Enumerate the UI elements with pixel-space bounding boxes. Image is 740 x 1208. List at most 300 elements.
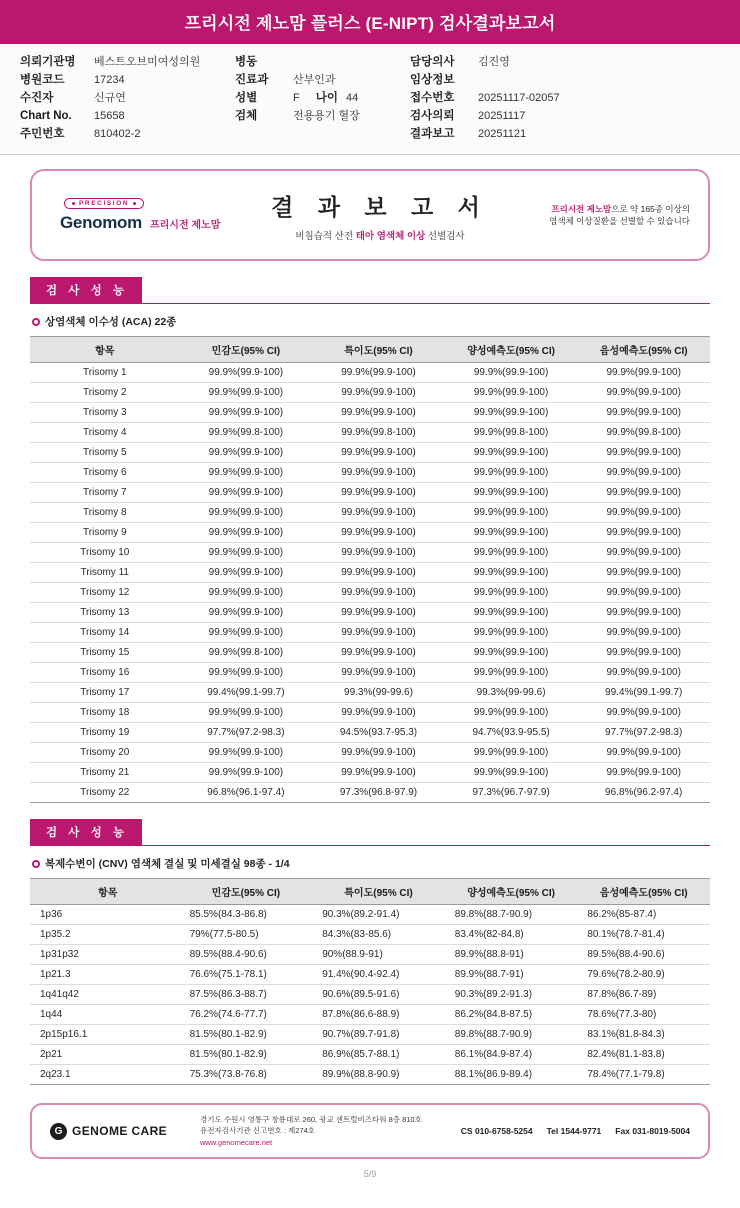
table-row (30, 423, 710, 443)
cell-sensitivity: 99.9%(99.8-100) (180, 643, 313, 663)
cell-sensitivity: 97.7%(97.2-98.3) (180, 723, 313, 743)
cell-specificity: 99.9%(99.9-100) (312, 503, 445, 523)
cell-item: 1p31p32 (30, 945, 180, 965)
info-value-age: 44 (345, 92, 359, 104)
genome-care-name: GENOME CARE (72, 1124, 168, 1138)
table-row (30, 363, 710, 383)
info-label: 의뢰기관명 (20, 56, 76, 68)
table-row (30, 945, 710, 965)
cell-sensitivity: 99.9%(99.9-100) (180, 663, 313, 683)
patient-info-column-2 (235, 53, 410, 143)
table-row (30, 783, 710, 803)
report-subtitle (260, 228, 500, 242)
cell-npv: 99.9%(99.9-100) (577, 643, 710, 663)
cell-ppv: 97.3%(96.7-97.9) (445, 783, 578, 803)
cell-ppv: 99.9%(99.9-100) (445, 543, 578, 563)
table-row (30, 503, 710, 523)
column-header: 특이도(95% CI) (312, 337, 445, 363)
info-label: 접수번호 (410, 92, 455, 104)
cell-specificity: 99.9%(99.9-100) (312, 543, 445, 563)
table-row (30, 985, 710, 1005)
report-note (500, 203, 690, 228)
table-row (30, 1045, 710, 1065)
precision-badge-label: PRECISION (79, 199, 130, 207)
cell-specificity: 99.9%(99.9-100) (312, 603, 445, 623)
cell-sensitivity: 75.3%(73.8-76.8) (180, 1065, 313, 1085)
cell-sensitivity: 79%(77.5-80.5) (180, 925, 313, 945)
info-value: 신규연 (94, 92, 126, 104)
section-header (30, 819, 710, 846)
table-header-row (30, 337, 710, 363)
section-subtitle-text: 상염색체 이수성 (ACA) 22종 (45, 316, 177, 328)
cell-specificity: 99.9%(99.9-100) (312, 523, 445, 543)
cell-item: Trisomy 7 (30, 483, 180, 503)
cell-ppv: 89.8%(88.7-90.9) (445, 1025, 578, 1045)
table-row (30, 1065, 710, 1085)
section-tag: 검 사 성 능 (30, 819, 142, 845)
cell-item: Trisomy 2 (30, 383, 180, 403)
address-line-1: 경기도 수원시 영통구 창룡대로 260, 광교 센트럴비즈타워 8층 810호 (200, 1115, 422, 1125)
cell-npv: 99.9%(99.9-100) (577, 583, 710, 603)
info-label: 결과보고 (410, 128, 455, 140)
cell-npv: 83.1%(81.8-84.3) (577, 1025, 710, 1045)
cnv-performance-table (30, 878, 710, 1085)
cell-sensitivity: 99.9%(99.9-100) (180, 483, 313, 503)
cell-npv: 79.6%(78.2-80.9) (577, 965, 710, 985)
cell-ppv: 99.9%(99.9-100) (445, 563, 578, 583)
info-value: F (293, 92, 300, 104)
cell-item: Trisomy 3 (30, 403, 180, 423)
info-value: 산부인과 (293, 74, 336, 86)
cell-npv: 99.9%(99.9-100) (577, 543, 710, 563)
info-row (20, 53, 235, 71)
cell-sensitivity: 99.9%(99.9-100) (180, 583, 313, 603)
cell-sensitivity: 99.9%(99.9-100) (180, 503, 313, 523)
cell-sensitivity: 99.9%(99.9-100) (180, 463, 313, 483)
cell-ppv: 99.9%(99.9-100) (445, 503, 578, 523)
info-label: 진료과 (235, 74, 269, 86)
cell-specificity: 89.9%(88.8-90.9) (312, 1065, 445, 1085)
cell-ppv: 99.9%(99.9-100) (445, 603, 578, 623)
cell-item: Trisomy 22 (30, 783, 180, 803)
cell-npv: 99.9%(99.9-100) (577, 523, 710, 543)
cell-npv: 97.7%(97.2-98.3) (577, 723, 710, 743)
cell-item: 2q23.1 (30, 1065, 180, 1085)
info-row (410, 53, 710, 71)
cell-item: 2p15p16.1 (30, 1025, 180, 1045)
address-line-2: 유전자검사기관 신고번호 : 제274호 (200, 1126, 316, 1136)
info-label: 병동 (235, 56, 258, 68)
table-row (30, 383, 710, 403)
cell-specificity: 90.7%(89.7-91.8) (312, 1025, 445, 1045)
cell-specificity: 99.9%(99.9-100) (312, 383, 445, 403)
cell-specificity: 99.9%(99.9-100) (312, 743, 445, 763)
cell-specificity: 99.3%(99-99.6) (312, 683, 445, 703)
info-label: 검체 (235, 110, 258, 122)
cell-specificity: 90.3%(89.2-91.4) (312, 905, 445, 925)
cell-item: Trisomy 16 (30, 663, 180, 683)
cell-item: Trisomy 12 (30, 583, 180, 603)
cell-npv: 87.8%(86.7-89) (577, 985, 710, 1005)
table-row (30, 663, 710, 683)
cell-npv: 99.4%(99.1-99.7) (577, 683, 710, 703)
cell-item: Trisomy 18 (30, 703, 180, 723)
info-row (20, 71, 235, 89)
footer-contacts (461, 1126, 690, 1136)
table-row (30, 563, 710, 583)
cell-ppv: 99.9%(99.9-100) (445, 403, 578, 423)
cell-specificity: 94.5%(93.7-95.3) (312, 723, 445, 743)
cell-sensitivity: 99.9%(99.9-100) (180, 703, 313, 723)
cell-ppv: 99.9%(99.9-100) (445, 643, 578, 663)
cell-specificity: 97.3%(96.8-97.9) (312, 783, 445, 803)
page-title: 프리시전 제노맘 플러스 (E-NIPT) 검사결과보고서 (0, 0, 740, 44)
info-label: Chart No. (20, 110, 72, 122)
genome-care-logo (50, 1123, 200, 1140)
cell-sensitivity: 76.6%(75.1-78.1) (180, 965, 313, 985)
info-value: 810402-2 (94, 128, 141, 140)
cell-npv: 99.9%(99.9-100) (577, 603, 710, 623)
cell-sensitivity: 99.9%(99.9-100) (180, 743, 313, 763)
cell-item: Trisomy 17 (30, 683, 180, 703)
table-row (30, 723, 710, 743)
website-link[interactable]: www.genomecare.net (200, 1137, 273, 1147)
cell-item: 1p36 (30, 905, 180, 925)
column-header: 항목 (30, 879, 180, 905)
cell-item: Trisomy 10 (30, 543, 180, 563)
cell-npv: 99.9%(99.9-100) (577, 503, 710, 523)
section-subtitle (32, 314, 710, 329)
info-value: 베스트오브미여성의원 (94, 56, 201, 68)
contact-value: 1544-9771 (560, 1126, 602, 1136)
info-row (20, 107, 235, 125)
cell-sensitivity: 99.9%(99.9-100) (180, 543, 313, 563)
info-label: 성별 (235, 92, 258, 104)
cell-sensitivity: 99.9%(99.9-100) (180, 363, 313, 383)
cell-ppv: 89.9%(88.8-91) (445, 945, 578, 965)
cell-sensitivity: 99.9%(99.9-100) (180, 383, 313, 403)
cell-sensitivity: 81.5%(80.1-82.9) (180, 1045, 313, 1065)
cell-item: Trisomy 21 (30, 763, 180, 783)
table-row (30, 543, 710, 563)
cell-npv: 99.9%(99.9-100) (577, 483, 710, 503)
cell-ppv: 88.1%(86.9-89.4) (445, 1065, 578, 1085)
info-row (410, 71, 710, 89)
cell-sensitivity: 87.5%(86.3-88.7) (180, 985, 313, 1005)
report-note-line1-text: 으로 약 165종 이상의 (611, 203, 690, 214)
info-value: 20251117-02057 (478, 92, 560, 104)
cell-sensitivity: 99.9%(99.9-100) (180, 603, 313, 623)
cell-npv: 86.2%(85-87.4) (577, 905, 710, 925)
cell-specificity: 99.9%(99.9-100) (312, 583, 445, 603)
section-aca (30, 277, 710, 803)
cell-item: 1q44 (30, 1005, 180, 1025)
cell-npv: 99.9%(99.9-100) (577, 623, 710, 643)
cell-npv: 80.1%(78.7-81.4) (577, 925, 710, 945)
info-label: 수진자 (20, 92, 54, 104)
cell-ppv: 99.9%(99.8-100) (445, 423, 578, 443)
contact-value: 031-8019-5004 (632, 1126, 690, 1136)
column-header: 특이도(95% CI) (312, 879, 445, 905)
table-row (30, 703, 710, 723)
column-header: 양성예측도(95% CI) (445, 337, 578, 363)
brand-name: Genomom (60, 212, 142, 232)
cell-npv: 99.9%(99.9-100) (577, 703, 710, 723)
brand-name-row (60, 213, 260, 233)
cell-npv: 99.9%(99.9-100) (577, 463, 710, 483)
cell-npv: 89.5%(88.4-90.6) (577, 945, 710, 965)
cell-ppv: 90.3%(89.2-91.3) (445, 985, 578, 1005)
cell-ppv: 99.9%(99.9-100) (445, 663, 578, 683)
cell-specificity: 99.9%(99.9-100) (312, 623, 445, 643)
cell-specificity: 99.9%(99.9-100) (312, 443, 445, 463)
cell-npv: 99.9%(99.9-100) (577, 443, 710, 463)
section-subtitle (32, 856, 710, 871)
cell-ppv: 99.9%(99.9-100) (445, 623, 578, 643)
contact-label: Fax (615, 1126, 630, 1136)
table-row (30, 683, 710, 703)
cell-ppv: 89.8%(88.7-90.9) (445, 905, 578, 925)
table-row (30, 483, 710, 503)
table-row (30, 643, 710, 663)
report-note-brand: 프리시전 제노맘 (551, 203, 612, 214)
column-header: 음성예측도(95% CI) (577, 879, 710, 905)
dot-icon (133, 202, 136, 205)
section-rule (142, 819, 710, 845)
cell-npv: 99.9%(99.8-100) (577, 423, 710, 443)
table-row (30, 1005, 710, 1025)
report-title-block (260, 189, 500, 242)
cell-item: Trisomy 8 (30, 503, 180, 523)
cell-item: Trisomy 11 (30, 563, 180, 583)
contact-value: 010-6758-5254 (474, 1126, 533, 1136)
cell-ppv: 99.9%(99.9-100) (445, 443, 578, 463)
cell-sensitivity: 81.5%(80.1-82.9) (180, 1025, 313, 1045)
cell-item: Trisomy 5 (30, 443, 180, 463)
section-tag: 검 사 성 능 (30, 277, 142, 303)
table-row (30, 583, 710, 603)
contact-tel (547, 1126, 602, 1136)
cell-item: Trisomy 4 (30, 423, 180, 443)
report-subtitle-post: 선별검사 (425, 230, 465, 242)
info-row (410, 125, 710, 143)
cell-ppv: 99.9%(99.9-100) (445, 483, 578, 503)
cell-npv: 99.9%(99.9-100) (577, 383, 710, 403)
cell-item: 1p35.2 (30, 925, 180, 945)
cell-ppv: 99.9%(99.9-100) (445, 583, 578, 603)
cell-npv: 78.4%(77.1-79.8) (577, 1065, 710, 1085)
cell-npv: 99.9%(99.9-100) (577, 403, 710, 423)
contact-label: CS (460, 1126, 473, 1136)
cell-item: 2p21 (30, 1045, 180, 1065)
section-subtitle-text: 복제수변이 (CNV) 염색체 결실 및 미세결실 98종 - 1/4 (45, 858, 290, 870)
table-row (30, 905, 710, 925)
bullet-icon (32, 318, 40, 326)
cell-sensitivity: 99.9%(99.9-100) (180, 443, 313, 463)
cell-npv: 78.6%(77.3-80) (577, 1005, 710, 1025)
cell-npv: 82.4%(81.1-83.8) (577, 1045, 710, 1065)
page-number: 5/9 (363, 1169, 377, 1179)
cell-npv: 99.9%(99.9-100) (577, 363, 710, 383)
cell-specificity: 99.9%(99.9-100) (312, 483, 445, 503)
column-header: 양성예측도(95% CI) (445, 879, 578, 905)
cell-ppv: 86.2%(84.8-87.5) (445, 1005, 578, 1025)
info-row (20, 89, 235, 107)
contact-cs (461, 1126, 533, 1136)
column-header: 민감도(95% CI) (180, 337, 313, 363)
cell-item: Trisomy 15 (30, 643, 180, 663)
cell-sensitivity: 85.5%(84.3-86.8) (180, 905, 313, 925)
cell-ppv: 99.9%(99.9-100) (445, 383, 578, 403)
cell-ppv: 94.7%(93.9-95.5) (445, 723, 578, 743)
cell-specificity: 86.9%(85.7-88.1) (312, 1045, 445, 1065)
info-value: 김진영 (478, 56, 510, 68)
table-row (30, 925, 710, 945)
cell-specificity: 84.3%(83-85.6) (312, 925, 445, 945)
cell-item: Trisomy 13 (30, 603, 180, 623)
cell-ppv: 99.9%(99.9-100) (445, 463, 578, 483)
cell-specificity: 99.9%(99.9-100) (312, 563, 445, 583)
genome-care-mark-icon: G (50, 1123, 67, 1140)
cell-item: Trisomy 20 (30, 743, 180, 763)
column-header: 음성예측도(95% CI) (577, 337, 710, 363)
table-row (30, 463, 710, 483)
table-row (30, 603, 710, 623)
column-header: 항목 (30, 337, 180, 363)
cell-ppv: 99.9%(99.9-100) (445, 523, 578, 543)
footer-box (30, 1103, 710, 1159)
cell-item: Trisomy 6 (30, 463, 180, 483)
cell-ppv: 99.9%(99.9-100) (445, 763, 578, 783)
cell-npv: 99.9%(99.9-100) (577, 763, 710, 783)
info-value: 17234 (94, 74, 125, 86)
section-rule (142, 277, 710, 303)
column-header: 민감도(95% CI) (180, 879, 313, 905)
section-cnv (30, 819, 710, 1085)
table-row (30, 743, 710, 763)
cell-specificity: 99.9%(99.9-100) (312, 643, 445, 663)
cell-ppv: 99.9%(99.9-100) (445, 363, 578, 383)
cell-specificity: 99.9%(99.9-100) (312, 403, 445, 423)
cell-sensitivity: 99.9%(99.8-100) (180, 423, 313, 443)
cell-item: Trisomy 19 (30, 723, 180, 743)
cell-sensitivity: 99.9%(99.9-100) (180, 763, 313, 783)
cell-sensitivity: 89.5%(88.4-90.6) (180, 945, 313, 965)
contact-fax (615, 1126, 690, 1136)
table-row (30, 965, 710, 985)
cell-ppv: 89.9%(88.7-91) (445, 965, 578, 985)
info-label: 병원코드 (20, 74, 65, 86)
cell-specificity: 87.8%(86.6-88.9) (312, 1005, 445, 1025)
cell-item: 1p21.3 (30, 965, 180, 985)
cell-ppv: 86.1%(84.9-87.4) (445, 1045, 578, 1065)
cell-npv: 99.9%(99.9-100) (577, 743, 710, 763)
cell-specificity: 90.6%(89.5-91.6) (312, 985, 445, 1005)
cell-sensitivity: 96.8%(96.1-97.4) (180, 783, 313, 803)
brand-block (50, 198, 260, 233)
table-header-row (30, 879, 710, 905)
info-label-age: 나이 (315, 92, 338, 104)
cell-specificity: 91.4%(90.4-92.4) (312, 965, 445, 985)
cell-npv: 99.9%(99.9-100) (577, 663, 710, 683)
footer-address (200, 1114, 461, 1148)
table-row (30, 403, 710, 423)
cell-specificity: 99.9%(99.9-100) (312, 463, 445, 483)
brand-name-korean: 프리시전 제노맘 (149, 219, 221, 231)
cell-ppv: 99.9%(99.9-100) (445, 743, 578, 763)
cell-sensitivity: 99.9%(99.9-100) (180, 403, 313, 423)
report-title: 결 과 보 고 서 (271, 193, 489, 220)
section-header (30, 277, 710, 304)
cell-sensitivity: 76.2%(74.6-77.7) (180, 1005, 313, 1025)
info-row (20, 125, 235, 143)
table-row (30, 443, 710, 463)
precision-badge (64, 198, 144, 209)
cell-sensitivity: 99.9%(99.9-100) (180, 623, 313, 643)
report-subtitle-highlight: 태아 염색체 이상 (355, 230, 426, 242)
cell-specificity: 99.9%(99.9-100) (312, 663, 445, 683)
patient-info-column-3 (410, 53, 710, 143)
table-row (30, 623, 710, 643)
cell-specificity: 99.9%(99.9-100) (312, 363, 445, 383)
report-logo-header (30, 169, 710, 261)
table-row (30, 523, 710, 543)
info-label: 검사의뢰 (410, 110, 455, 122)
cnv-table-body (30, 905, 710, 1085)
info-label: 주민번호 (20, 128, 65, 140)
info-value: 20251121 (478, 128, 527, 140)
bullet-icon (32, 860, 40, 868)
cell-ppv: 99.3%(99-99.6) (445, 683, 578, 703)
patient-info-column-1 (20, 53, 235, 143)
report-note-line2: 염색체 이상질환을 선별할 수 있습니다 (549, 216, 690, 226)
info-row (235, 71, 410, 89)
cell-item: 1q41q42 (30, 985, 180, 1005)
dot-icon (72, 202, 75, 205)
info-value: 전용용기 혈장 (293, 110, 360, 122)
report-subtitle-pre: 비침습적 산전 (295, 230, 356, 242)
aca-performance-table (30, 336, 710, 803)
info-row (235, 53, 410, 71)
cell-item: Trisomy 9 (30, 523, 180, 543)
cell-sensitivity: 99.9%(99.9-100) (180, 563, 313, 583)
info-value: 15658 (94, 110, 125, 122)
table-row (30, 763, 710, 783)
table-row (30, 1025, 710, 1045)
report-note-line1 (500, 203, 690, 215)
aca-table-body (30, 363, 710, 803)
info-row-sex-age (235, 89, 410, 107)
cell-item: Trisomy 14 (30, 623, 180, 643)
cell-npv: 96.8%(96.2-97.4) (577, 783, 710, 803)
info-row (235, 107, 410, 125)
cell-npv: 99.9%(99.9-100) (577, 563, 710, 583)
info-value: 20251117 (478, 110, 526, 122)
info-row (410, 107, 710, 125)
cell-specificity: 99.9%(99.9-100) (312, 703, 445, 723)
cell-specificity: 99.9%(99.8-100) (312, 423, 445, 443)
info-label: 담당의사 (410, 56, 455, 68)
cell-ppv: 99.9%(99.9-100) (445, 703, 578, 723)
cell-specificity: 99.9%(99.9-100) (312, 763, 445, 783)
cell-sensitivity: 99.9%(99.9-100) (180, 523, 313, 543)
cell-ppv: 83.4%(82-84.8) (445, 925, 578, 945)
contact-label: Tel (546, 1126, 559, 1136)
cell-item: Trisomy 1 (30, 363, 180, 383)
cell-sensitivity: 99.4%(99.1-99.7) (180, 683, 313, 703)
patient-info-block (0, 44, 740, 155)
info-row (410, 89, 710, 107)
